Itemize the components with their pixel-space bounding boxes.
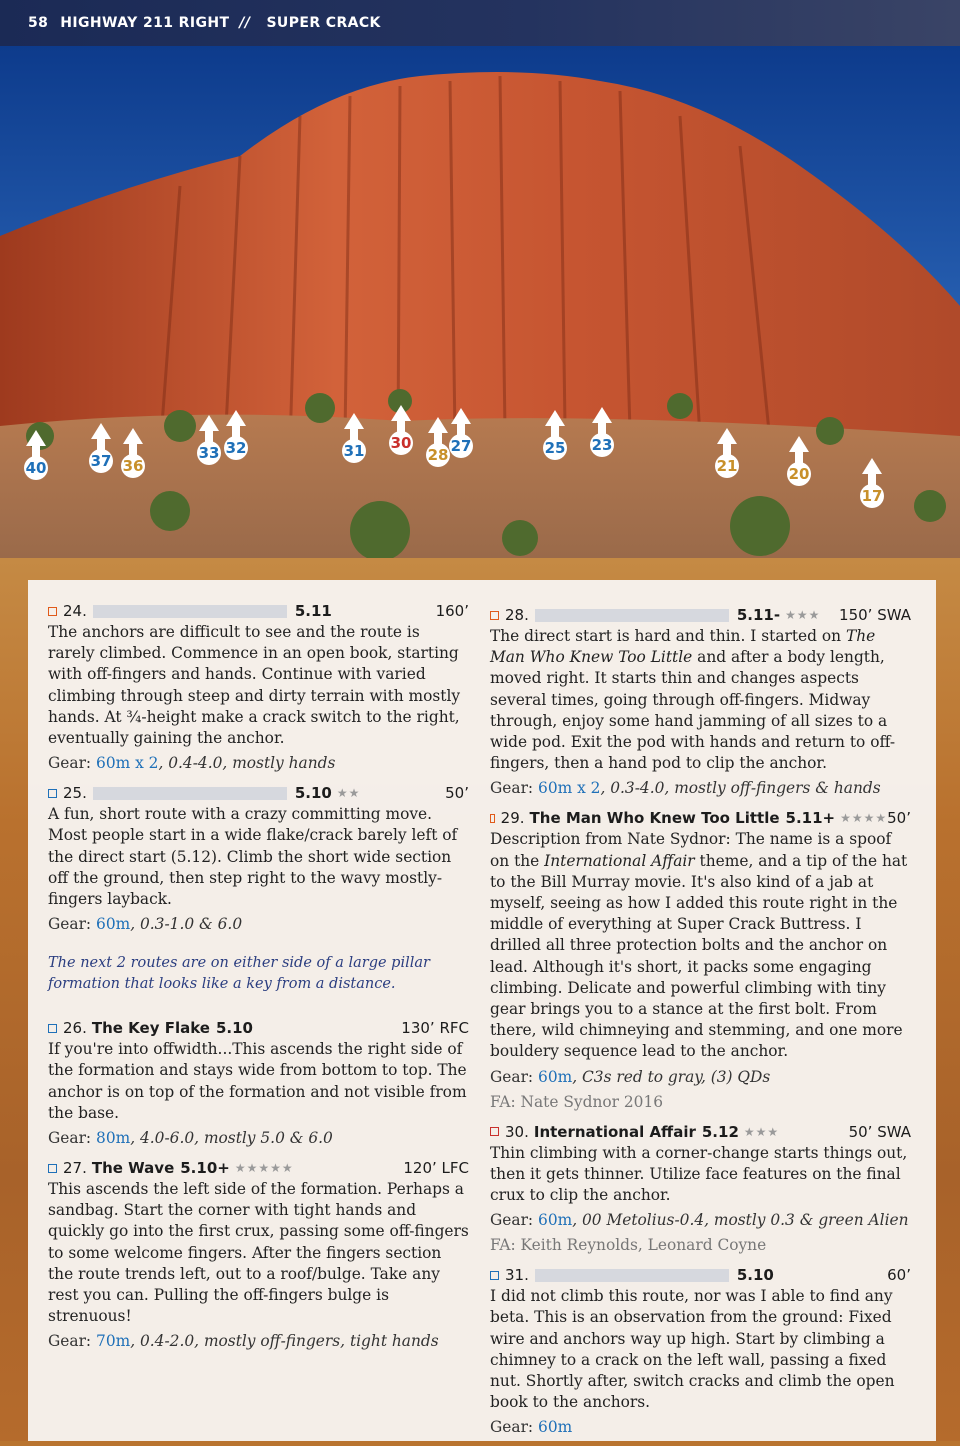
marker-label: 37 bbox=[90, 452, 112, 470]
route-grade: 5.10 bbox=[215, 1019, 253, 1038]
route-grade: 5.11+ bbox=[785, 809, 836, 828]
route-name: The Man Who Knew Too Little bbox=[529, 809, 780, 828]
route-header bbox=[490, 1121, 911, 1143]
route-number: 31. bbox=[505, 1266, 529, 1285]
route-name: The Wave bbox=[91, 1159, 175, 1178]
route-description: If you're into offwidth...This ascends the right side of the formation and stays wide from bottom to top. The anchor is on top of the formation and not visible from the base. bbox=[48, 1040, 467, 1122]
rope-length: 70m bbox=[96, 1332, 131, 1351]
route-header bbox=[48, 782, 469, 804]
checkbox-icon bbox=[490, 1127, 499, 1136]
checkbox-icon bbox=[490, 611, 499, 620]
route-number: 29. bbox=[500, 809, 525, 828]
rope-length: 60m bbox=[96, 915, 131, 934]
route-header bbox=[490, 604, 911, 626]
route-30 bbox=[490, 1121, 911, 1257]
page-header bbox=[0, 0, 960, 46]
checkbox-icon bbox=[48, 1164, 57, 1173]
subsection-title: SUPER CRACK bbox=[266, 15, 381, 31]
marker-label: 21 bbox=[716, 457, 738, 475]
first-ascent: FA: Nate Sydnor 2016 bbox=[490, 1092, 664, 1111]
route-grade: 5.10+ bbox=[180, 1159, 230, 1178]
route-description: The direct start is hard and thin. I started on The Man Who Knew Too Little and after a body length, moved right. It starts thin and changes aspects several times, going through off-fingers. Midway through, enjoy some hand jamming of all sizes to a wide pod. Exit the pod with hands and return to off-fingers, then a hand pod to clip the anchor. bbox=[490, 627, 896, 773]
rope-length: 60m bbox=[538, 1067, 573, 1086]
route-number: 26. bbox=[63, 1019, 87, 1038]
route-length: 50’ SWA bbox=[848, 1122, 911, 1141]
page-number: 58 bbox=[28, 15, 49, 31]
route-length: 160’ bbox=[435, 602, 469, 620]
route-length: 50’ bbox=[887, 809, 911, 828]
checkbox-icon bbox=[48, 1024, 57, 1033]
route-gear: Gear: 80m, 4.0-6.0, mostly 5.0 & 6.0 bbox=[48, 1129, 333, 1148]
route-gear: Gear: 60m, 0.3-1.0 & 6.0 bbox=[48, 915, 243, 934]
redacted-name bbox=[93, 787, 287, 800]
rope-length: 60m x 2 bbox=[538, 779, 601, 798]
route-header bbox=[48, 1017, 469, 1039]
route-number: 25. bbox=[63, 784, 87, 803]
route-description: A fun, short route with a crazy committing move. Most people start in a wide flake/crack barely left of the direct start (5.12). Climb the short wide section off the ground, then step right to the wavy mostly-fingers layback. bbox=[48, 805, 458, 909]
route-description: This ascends the left side of the formation. Perhaps a sandbag. Start the corner with tight hands and quickly go into the first crux, passing some off-fingers to some welcome fingers. After the fingers section the route trends left, out to a roof/bulge. Take any rest you can. Pulling the off-fingers bulge is strenuous! bbox=[48, 1180, 469, 1326]
route-gear: Gear: 60m x 2, 0.3-4.0, mostly off-fingers & hands bbox=[490, 779, 881, 798]
route-number: 28. bbox=[505, 606, 529, 624]
route-length: 130’ RFC bbox=[401, 1019, 469, 1038]
marker-label: 33 bbox=[198, 444, 220, 462]
route-description: The anchors are difficult to see and the route is rarely climbed. Commence in an open book, starting with off-fingers and hands. Continue with varied climbing through steep and dirty terrain with mostly hands. At ¾-height make a crack switch to the right, eventually gaining the anchor. bbox=[48, 623, 461, 748]
route-grade: 5.12 bbox=[701, 1122, 739, 1141]
route-number: 30. bbox=[505, 1122, 529, 1141]
route-number: 24. bbox=[63, 602, 87, 620]
checkbox-icon bbox=[490, 1271, 499, 1280]
route-description: I did not climb this route, nor was I able to find any beta. This is an observation from the ground: Fixed wire and anchors way up high. Start by climbing a chimney to a crack on the left wall, passing a fixed nut. Shortly after, switch cracks and climb the open book to the anchors. bbox=[490, 1287, 895, 1412]
marker-label: 23 bbox=[591, 436, 613, 454]
route-length: 120’ LFC bbox=[403, 1159, 469, 1178]
route-29 bbox=[490, 807, 911, 1112]
marker-label: 36 bbox=[122, 457, 144, 475]
marker-label: 27 bbox=[450, 437, 472, 455]
marker-label: 30 bbox=[390, 434, 412, 452]
header-separator: // bbox=[239, 15, 251, 31]
route-description: Description from Nate Sydnor: The name is a spoof on the International Affair theme, and a tip of the hat to the Bill Murray movie. It's also kind of a jab at myself, seeing as how I added this route right in the middle of everything at Super Crack Buttress. I drilled all three protection bolts and the anchor on lead. Although it's short, it packs some engaging climbing. Delicate and powerful climbing with tiny gear brings you to a stance at the first bolt. From there, wild chimneying and stemming, and one more bouldery sequence lead to the anchor. bbox=[490, 830, 908, 1061]
route-panel bbox=[28, 580, 936, 1441]
first-ascent: FA: Keith Reynolds, Leonard Coyne bbox=[490, 1236, 767, 1255]
left-column bbox=[48, 600, 469, 1360]
route-number: 27. bbox=[63, 1159, 87, 1178]
section-title: HIGHWAY 211 RIGHT bbox=[60, 15, 230, 31]
star-rating: ★★★ bbox=[743, 1124, 780, 1139]
sidebar-note: The next 2 routes are on either side of a large pillar formation that looks like a key from a distance. bbox=[48, 955, 430, 993]
checkbox-icon bbox=[48, 607, 57, 616]
route-header bbox=[490, 807, 911, 829]
marker-label: 25 bbox=[544, 439, 566, 457]
route-length: 50’ bbox=[445, 784, 469, 803]
route-26 bbox=[48, 1017, 469, 1149]
route-grade: 5.11- bbox=[736, 606, 781, 624]
route-length: 60’ bbox=[887, 1266, 911, 1285]
route-gear: Gear: 70m, 0.4-2.0, mostly off-fingers, tight hands bbox=[48, 1332, 439, 1351]
rope-length: 60m bbox=[538, 1211, 573, 1230]
route-gear: Gear: 60m x 2, 0.4-4.0, mostly hands bbox=[48, 754, 336, 773]
route-description: Thin climbing with a corner-change starts things out, then it gets thinner. Utilize face features on the final crux to clip the anchor. bbox=[490, 1143, 908, 1205]
marker-label: 31 bbox=[343, 442, 365, 460]
right-column bbox=[490, 604, 911, 1446]
route-gear: Gear: 60m, C3s red to gray, (3) QDs bbox=[490, 1067, 771, 1086]
route-gear: Gear: 60m, 00 Metolius-0.4, mostly 0.3 & green Alien bbox=[490, 1211, 909, 1230]
star-rating: ★★ bbox=[336, 786, 361, 801]
marker-label: 28 bbox=[427, 446, 449, 464]
checkbox-icon bbox=[490, 814, 495, 823]
route-24 bbox=[48, 600, 469, 774]
cliff-photo bbox=[0, 46, 960, 558]
star-rating: ★★★ bbox=[785, 608, 821, 622]
rope-length: 60m bbox=[538, 1418, 573, 1437]
star-rating: ★★★★★ bbox=[234, 1161, 294, 1176]
route-header bbox=[48, 600, 469, 622]
route-grade: 5.10 bbox=[294, 784, 332, 803]
route-header bbox=[48, 1157, 469, 1179]
route-grade: 5.11 bbox=[294, 602, 332, 620]
redacted-name bbox=[93, 605, 287, 618]
route-name: The Key Flake bbox=[91, 1019, 210, 1038]
marker-label: 17 bbox=[861, 487, 883, 505]
rope-length: 80m bbox=[96, 1129, 131, 1148]
checkbox-icon bbox=[48, 789, 57, 798]
route-grade: 5.10 bbox=[736, 1266, 774, 1285]
rope-length: 60m x 2 bbox=[96, 754, 159, 773]
route-27 bbox=[48, 1157, 469, 1352]
route-25 bbox=[48, 782, 469, 935]
route-28 bbox=[490, 604, 911, 799]
marker-label: 20 bbox=[788, 465, 810, 483]
route-length: 150’ SWA bbox=[839, 606, 911, 624]
marker-label: 40 bbox=[25, 459, 47, 477]
route-name: International Affair bbox=[533, 1122, 696, 1141]
route-31 bbox=[490, 1264, 911, 1438]
route-header bbox=[490, 1264, 911, 1286]
marker-label: 32 bbox=[225, 439, 247, 457]
redacted-name bbox=[535, 1269, 729, 1282]
star-rating: ★★★★ bbox=[840, 811, 888, 826]
redacted-name bbox=[535, 609, 729, 622]
route-gear: Gear: 60m bbox=[490, 1418, 573, 1437]
